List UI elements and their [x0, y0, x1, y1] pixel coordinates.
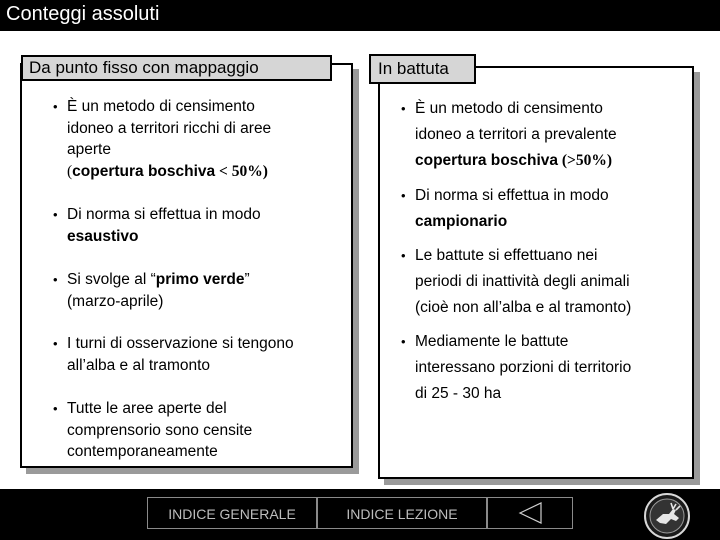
list-item-text: interessano porzioni di territorio [415, 359, 632, 376]
list-item-text: ( [67, 162, 73, 180]
list-item [401, 329, 685, 407]
list-item-emphasis: campionario [415, 213, 508, 230]
list-item-emphasis: primo verde [155, 271, 245, 288]
list-item-emphasis: copertura boschiva [415, 152, 558, 169]
title-bar [0, 0, 720, 29]
list-item-text: Tutte le aree aperte del [67, 400, 227, 417]
left-panel-tab: Da punto fisso con mappaggio [21, 55, 332, 81]
list-item-text: È un metodo di censimento [67, 98, 255, 115]
page-title: Conteggi assoluti [6, 3, 160, 25]
list-item-emphasis: esaustivo [67, 227, 139, 245]
list-item-text: periodi di inattività degli animali [415, 273, 630, 290]
list-item [53, 398, 357, 463]
list-item-text: all’alba e al tramonto [67, 356, 211, 374]
list-item [401, 183, 685, 235]
list-item-text: Mediamente le battute [415, 333, 569, 350]
list-item-text: idoneo a territori a prevalente [415, 126, 617, 143]
list-item-text: Di norma si effettua in modo [67, 206, 261, 223]
list-item-emphasis: < 50%) [215, 162, 268, 180]
list-item [53, 96, 357, 182]
list-item-text: Si svolge al “ [67, 271, 156, 288]
index-lesson-button[interactable]: INDICE LEZIONE [317, 497, 487, 529]
list-item-text: Le battute si effettuano nei [415, 247, 598, 264]
title-underline [0, 29, 720, 31]
list-item [401, 243, 685, 321]
list-item-text: comprensorio sono censite [67, 421, 253, 439]
list-item-text: aperte [67, 141, 111, 158]
right-panel-tab: In battuta [369, 54, 476, 84]
list-item-emphasis: copertura boschiva [72, 162, 216, 180]
list-item-text: ” [244, 271, 250, 288]
list-item [401, 96, 685, 174]
list-item-text: (cioè non all’alba e al tramonto) [415, 299, 632, 316]
list-item-text: I turni di osservazione si tengono [67, 335, 294, 352]
list-item [53, 333, 357, 376]
list-item-text: È un metodo di censimento [415, 100, 603, 117]
list-item-text: Di norma si effettua in modo [415, 187, 609, 204]
list-item [53, 204, 357, 247]
triangle-left-icon [488, 498, 574, 528]
list-item [53, 269, 357, 312]
list-item-text: (marzo-aprile) [67, 292, 164, 310]
index-general-button[interactable]: INDICE GENERALE [147, 497, 317, 529]
list-item-text: idoneo a territori ricchi di aree [67, 119, 272, 137]
list-item-text: di 25 - 30 ha [415, 385, 502, 402]
back-button[interactable] [487, 497, 573, 529]
deer-emblem-icon[interactable] [643, 492, 691, 540]
list-item-emphasis: (>50%) [558, 152, 613, 169]
list-item-text: contemporaneamente [67, 443, 218, 460]
